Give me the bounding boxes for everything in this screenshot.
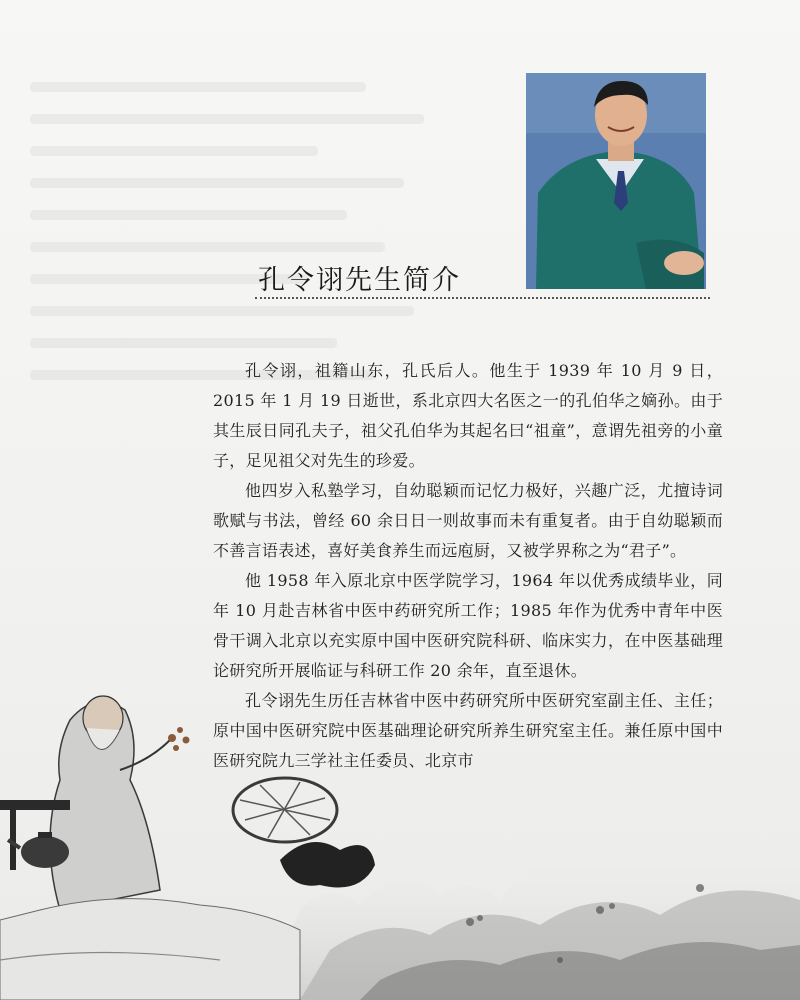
title-dotted-rule [255,297,710,299]
portrait-photo [526,73,706,289]
paragraph-1: 孔令诩，祖籍山东，孔氏后人。他生于 1939 年 10 月 9 日，2015 年 1 月 19 日逝世，系北京四大名医之一的孔伯华之嫡孙。由于其生辰日同孔夫子，祖父孔伯华为其起名曰“祖童”，意谓先祖旁的小童子，足见祖父对先生的珍爱。 [213,361,723,470]
ink-wash-illustration [0,660,800,1000]
ink-landscape-sage-icon [0,660,800,1000]
paragraph-4: 孔令诩先生历任吉林省中医中药研究所中医研究室副主任、主任；原中国中医研究院中医基础理论研究所养生研究室主任。兼任原中国中医研究院九三学社主任委员、北京市 [213,691,723,770]
page-title: 孔令诩先生简介 [258,265,461,296]
paragraph-3: 他 1958 年入原北京中医学院学习，1964 年以优秀成绩毕业，同年 10 月赴吉林省中医中药研究所工作；1985 年作为优秀中青年中医骨干调入北京以充实原中国中医研究院科研、临床实力，在中医基础理论研究所开展临证与科研工作 20 余年，直至退休。 [213,571,723,680]
portrait-photo-icon [526,73,706,289]
paragraph-2: 他四岁入私塾学习，自幼聪颖而记忆力极好，兴趣广泛，尤擅诗词歌赋与书法，曾经 60 余日日一则故事而未有重复者。由于自幼聪颖而不善言语表述，喜好美食养生而远庖厨，又被学界称之为“君子”。 [213,481,723,560]
